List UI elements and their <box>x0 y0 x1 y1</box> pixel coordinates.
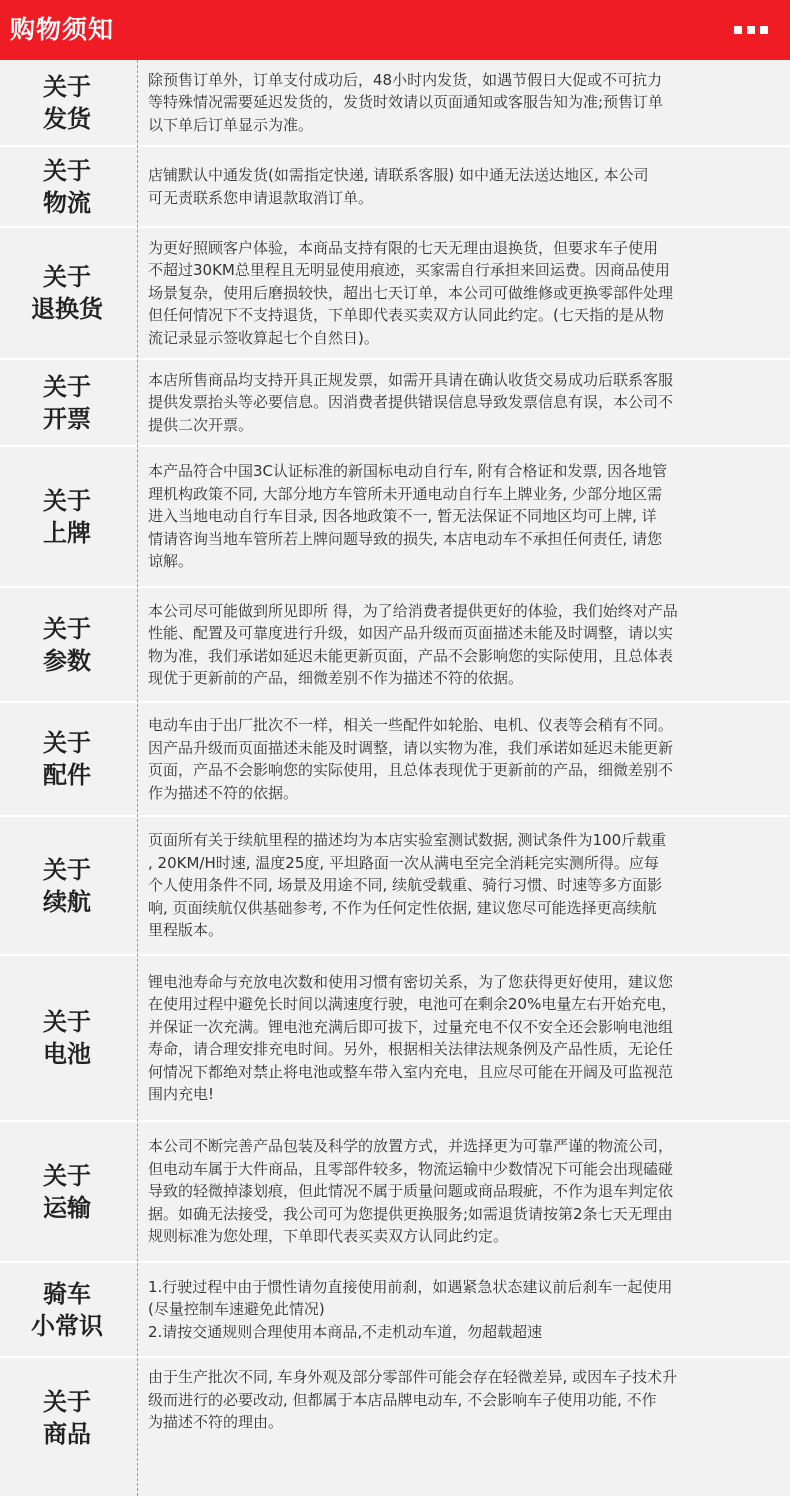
notice-row-returns <box>0 228 790 358</box>
row-label-line1: 关于 <box>43 614 91 643</box>
row-label <box>0 1122 134 1261</box>
row-text: 除预售订单外，订单支付成功后，48小时内发货，如遇节假日大促或不可抗力 等特殊情况需要延迟发货的，发货时效请以页面通知或客服告知为准;预售订单 以下单后订单显示为准。 <box>148 70 664 134</box>
notice-row-product <box>0 1358 790 1496</box>
row-text: 由于生产批次不同, 车身外观及部分零部件可能会存在轻微差异, 或因车子技术升 级而进行的必要改动, 但都属于本店品牌电动车, 不会影响车子使用功能, 不作 为描述不符的理由。 <box>148 1368 678 1431</box>
row-text: 本公司不断完善产品包装及科学的放置方式，并选择更为可靠严谨的物流公司， 但电动车属于大件商品，且零部件较多，物流运输中少数情况下可能会出现磕碰 导致的轻微掉漆划痕，但此情况不属于质量问题或商品瑕疵，不作为退车判定依 据。如确无法接受，我公司可为您提供更换服务;如需退货请按第2条七天无理由 规则标准为您处理，下单即代表买卖双方认同此约定。 <box>148 1137 674 1246</box>
row-label-line2: 配件 <box>43 761 91 789</box>
row-label-line1: 关于 <box>43 855 91 884</box>
row-label-line2: 小常识 <box>31 1311 103 1340</box>
row-content <box>148 1122 776 1261</box>
row-label-line1: 骑车 <box>43 1279 91 1308</box>
row-label-line1: 关于 <box>43 1008 91 1036</box>
row-label <box>0 1358 134 1496</box>
row-label <box>0 703 134 815</box>
notice-row-logistics <box>0 147 790 226</box>
row-label <box>0 360 134 445</box>
row-text: 1.行驶过程中由于惯性请勿直接使用前刹，如遇紧急状态建议前后刹车一起使用 (尽量控制车速避免此情况) 2.请按交通规则合理使用本商品,不走机动车道，勿超载超速 <box>148 1277 673 1341</box>
dot <box>760 26 768 34</box>
row-content <box>148 1263 776 1356</box>
row-label <box>0 228 134 358</box>
row-label-line2: 参数 <box>43 646 91 675</box>
notice-row-parts <box>0 703 790 815</box>
row-label-line1: 关于 <box>43 729 91 757</box>
row-label-line1: 关于 <box>43 156 91 185</box>
row-label-line2: 商品 <box>43 1420 91 1448</box>
row-label <box>0 147 134 226</box>
more-menu-icon[interactable] <box>734 26 768 34</box>
row-label-line2: 物流 <box>43 188 91 217</box>
row-label-line1: 关于 <box>43 372 91 401</box>
row-content <box>148 228 776 358</box>
row-text: 本产品符合中国3C认证标准的新国标电动自行车, 附有合格证和发票, 因各地管 理机构政策不同, 大部分地方车管所未开通电动自行车上牌业务, 少部分地区需 进入当地电动自行车目录, 因各地政策不一, 暂无法保证不同地区均可上牌, 详 情请咨询当地车管所若上牌问题导致的损失, 本店电动车不承担任何责任, 请您 谅解。 <box>148 462 668 571</box>
row-content <box>148 817 776 954</box>
row-content <box>148 147 776 226</box>
row-content <box>148 588 776 701</box>
row-label-line2: 上牌 <box>43 518 91 547</box>
row-label-line1: 关于 <box>43 72 91 101</box>
header-bar <box>0 0 790 60</box>
notice-row-transport <box>0 1122 790 1261</box>
row-text: 页面所有关于续航里程的描述均为本店实验室测试数据, 测试条件为100斤载重 , 20KM/H时速, 温度25度, 平坦路面一次从满电至完全消耗完实测所得。应每 个人使用条件不同, 场景及用途不同, 续航受载重、骑行习惯、时速等多方面影 响, 页面续航仅供基础参考, 不作为任何定性依据, 建议您尽可能选择更高续航 里程版本。 <box>148 831 667 940</box>
row-text: 锂电池寿命与充放电次数和使用习惯有密切关系，为了您获得更好使用，建议您 在使用过程中避免长时间以满速度行驶，电池可在剩余20%电量左右开始充电， 并保证一次充满。锂电池充满后即可拔下，过量充电不仅不安全还会影响电池组 寿命，请合理安排充电时间。另外，根据相关法律法规条例及产品性质，无论任 何情况下都绝对禁止将电池或整车带入室内充电，且应尽可能在开阔及可监视范 围内充电! <box>148 972 677 1103</box>
row-text: 电动车由于出厂批次不一样，相关一些配件如轮胎、电机、仪表等会稍有不同。 因产品升级而页面描述未能及时调整，请以实物为准，我们承诺如延迟未能更新 页面，产品不会影响您的实际使用，且总体表现优于更新前的产品，细微差别不 作为描述不符的依据。 <box>148 716 674 802</box>
row-content <box>148 447 776 586</box>
row-label <box>0 956 134 1120</box>
notice-row-registration <box>0 447 790 586</box>
notice-row-riding-tips <box>0 1263 790 1356</box>
row-label-line1: 关于 <box>43 263 91 291</box>
row-content <box>148 956 776 1120</box>
page-title: 购物须知 <box>10 15 115 44</box>
row-label-line2: 发货 <box>43 104 91 133</box>
row-content <box>148 1358 776 1496</box>
notice-row-specs <box>0 588 790 701</box>
row-label-line2: 电池 <box>43 1040 91 1068</box>
row-label-line1: 关于 <box>43 486 91 515</box>
column-divider <box>137 60 138 1496</box>
row-text: 本公司尽可能做到所见即所 得，为了给消费者提供更好的体验，我们始终对产品 性能、配置及可靠度进行升级，如因产品升级而页面描述未能及时调整，请以实 物为准，我们承诺如延迟未能更新页面，产品不会影响您的实际使用，且总体表 现优于更新前的产品，细微差别不作为描述不符的依据。 <box>148 601 678 687</box>
row-label-line1: 关于 <box>43 1388 91 1416</box>
row-text: 本店所售商品均支持开具正规发票，如需开具请在确认收货交易成功后联系客服 提供发票抬头等必要信息。因消费者提供错误信息导致发票信息有误，本公司不 提供二次开票。 <box>148 370 674 434</box>
row-content <box>148 360 776 445</box>
row-label-line2: 退换货 <box>31 295 103 323</box>
row-label-line2: 运输 <box>43 1193 91 1222</box>
row-label <box>0 1263 134 1356</box>
row-label <box>0 447 134 586</box>
row-label-line1: 关于 <box>43 1161 91 1190</box>
row-content <box>148 60 776 145</box>
notice-table <box>0 60 790 1496</box>
dot <box>747 26 755 34</box>
row-label-line2: 开票 <box>43 404 91 433</box>
row-text: 店铺默认中通发货(如需指定快递, 请联系客服) 如中通无法送达地区, 本公司 可无责联系您申请退款取消订单。 <box>148 166 649 207</box>
row-label <box>0 588 134 701</box>
notice-row-invoice <box>0 360 790 445</box>
dot <box>734 26 742 34</box>
notice-row-shipping <box>0 60 790 145</box>
notice-row-range <box>0 817 790 954</box>
row-label <box>0 817 134 954</box>
notice-row-battery <box>0 956 790 1120</box>
row-content <box>148 703 776 815</box>
row-label-line2: 续航 <box>43 887 91 916</box>
row-text: 为更好照顾客户体验，本商品支持有限的七天无理由退换货，但要求车子使用 不超过30KM总里程且无明显使用痕迹，买家需自行承担来回运费。因商品使用 场景复杂，使用后磨损较快，超出七天订单，本公司可做维修或更换零部件处理 但任何情况下不支持退货，下单即代表买卖双方认同此约定。(七天指的是从物 流记录显示签收算起七个自然日)。 <box>148 238 674 347</box>
row-label <box>0 60 134 145</box>
